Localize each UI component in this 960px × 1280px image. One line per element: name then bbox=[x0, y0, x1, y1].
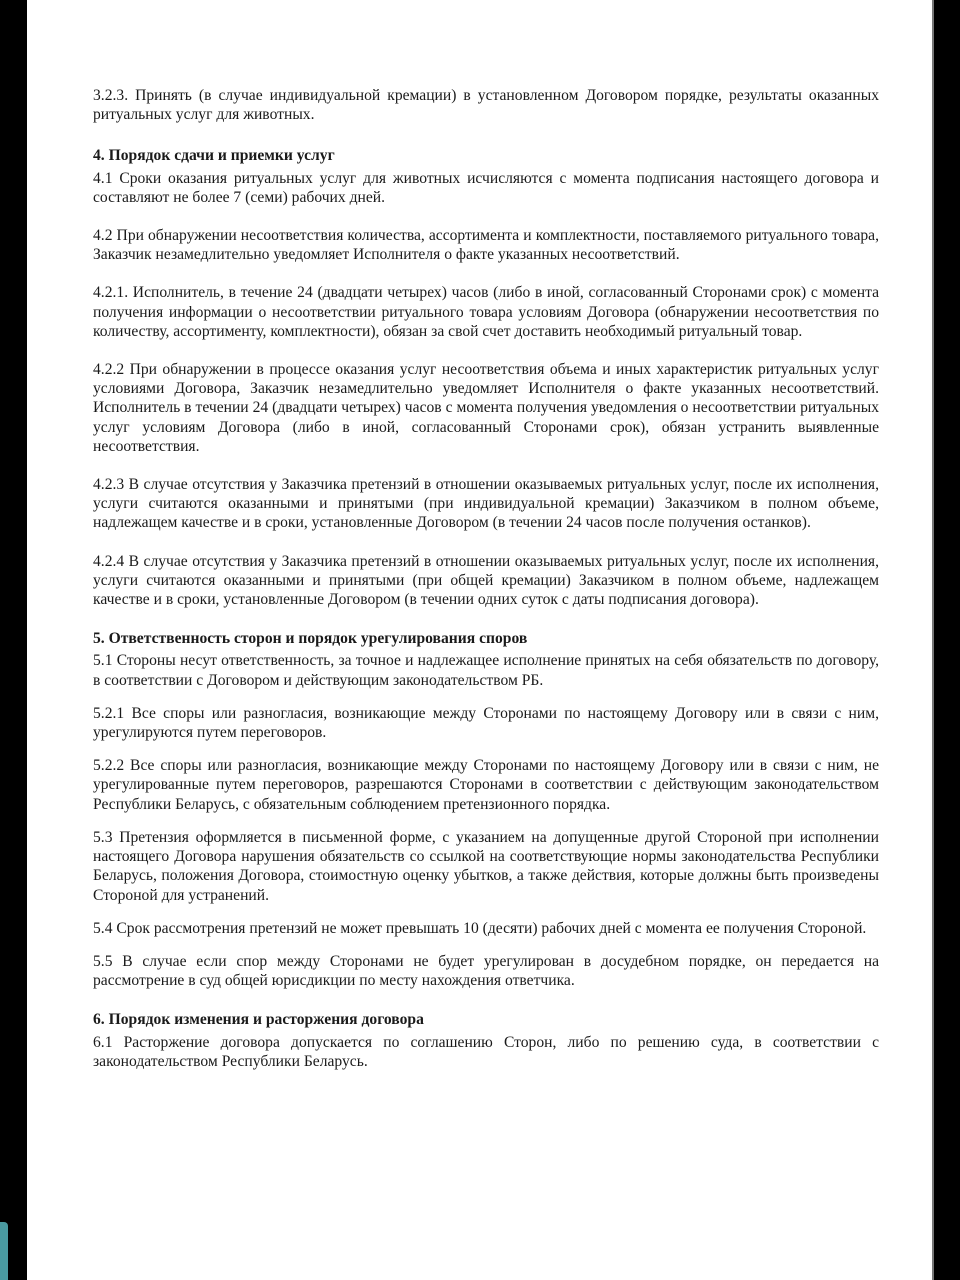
clause-6-1: 6.1 Расторжение договора допускается по соглашению Сторон, либо по решению суда, в соответствии с законодательством Республики Беларусь. bbox=[93, 1033, 879, 1070]
clause-5-2-2: 5.2.2 Все споры или разногласия, возникающие между Сторонами по настоящему Договору или в связи с ним, не урегулированные путем переговоров, разрешаются Сторонами в соответствии с действующим законодательством Республики Беларусь, с обязательным соблюдением претензионного порядка. bbox=[93, 757, 879, 813]
clause-4-2: 4.2 При обнаружении несоответствия количества, ассортимента и комплектности, поставляемого ритуального товара, Заказчик незамедлительно уведомляет Исполнителя о факте указанных несоответствий. bbox=[93, 227, 879, 264]
clause-5-2-1: 5.2.1 Все споры или разногласия, возникающие между Сторонами по настоящему Договору или в связи с ним, урегулируются путем переговоров. bbox=[93, 704, 879, 742]
clause-4-2-4: 4.2.4 В случае отсутствия у Заказчика претензий в отношении оказываемых ритуальных услуг, после их исполнения, услуги считаются оказанными и принятыми (при общей кремации) Заказчиком в полном объеме, надлежащем качестве и в сроки, установленные Договором (в течении одних суток с даты подписания договора). bbox=[93, 552, 879, 609]
clause-4-2-1: 4.2.1. Исполнитель, в течение 24 (двадцати четырех) часов (либо в иной, согласованный Сторонами срок) с момента получения информации о несоответствии ритуального товара условиям Договора (обнаружении несоответствия по количеству, ассортименту, комплектности), обязан за свой счет доставить необходимый ритуальный товар. bbox=[93, 284, 879, 340]
section-6-heading: 6. Порядок изменения и расторжения договора bbox=[93, 1011, 424, 1029]
clause-5-3: 5.3 Претензия оформляется в письменной форме, с указанием на допущенные другой Стороной при исполнении настоящего Договора нарушения обязательств со ссылкой на соответствующие нормы законодательства Республики Беларусь, положения Договора, стоимостную оценку убытков, а также действия, которые должны быть произведены Стороной для устранений. bbox=[93, 828, 879, 904]
clause-5-5: 5.5 В случае если спор между Сторонами не будет урегулирован в досудебном порядке, он передается на рассмотрение в суд общей юрисдикции по месту нахождения ответчика. bbox=[93, 952, 879, 990]
document-page bbox=[27, 0, 932, 1280]
clause-5-1: 5.1 Стороны несут ответственность, за точное и надлежащее исполнение принятых на себя обязательств по договору, в соответствии с Договором и действующим законодательством РБ. bbox=[93, 652, 879, 689]
clause-5-4: 5.4 Срок рассмотрения претензий не может превышать 10 (десяти) рабочих дней с момента ее получения Стороной. bbox=[93, 919, 867, 937]
clause-4-2-2: 4.2.2 При обнаружении в процессе оказания услуг несоответствия объема и иных характеристик ритуальных услуг условиями Договора, Заказчик незамедлительно уведомляет Исполнителя о факте указанных несоответствий. Исполнитель в течении 24 (двадцати четырех) часов с момента получения уведомления о несоответствии ритуальных услуг условиям Договора (либо в иной, согласованный Сторонами срок), обязан устранить выявленные несоответствия. bbox=[93, 361, 879, 455]
document-content bbox=[93, 86, 879, 1071]
section-4-heading: 4. Порядок сдачи и приемки услуг bbox=[93, 147, 335, 165]
page-right-edge bbox=[932, 0, 934, 1280]
clause-4-1: 4.1 Сроки оказания ритуальных услуг для животных исчисляются с момента подписания настоящего договора и составляют не более 7 (семи) рабочих дней. bbox=[93, 169, 879, 206]
section-5-heading: 5. Ответственность сторон и порядок урегулирования споров bbox=[93, 630, 528, 648]
side-panel-handle[interactable] bbox=[0, 1222, 8, 1280]
clause-4-2-3: 4.2.3 В случае отсутствия у Заказчика претензий в отношении оказываемых ритуальных услуг, после их исполнения, услуги считаются оказанными и принятыми (при индивидуальной кремации) Заказчиком в полном объеме, надлежащем качестве и в сроки, установленные Договором (в течении 24 часов после получения останков). bbox=[93, 476, 879, 532]
clause-3-2-3: 3.2.3. Принять (в случае индивидуальной кремации) в установленном Договором порядке, результаты оказанных ритуальных услуг для животных. bbox=[93, 87, 879, 124]
